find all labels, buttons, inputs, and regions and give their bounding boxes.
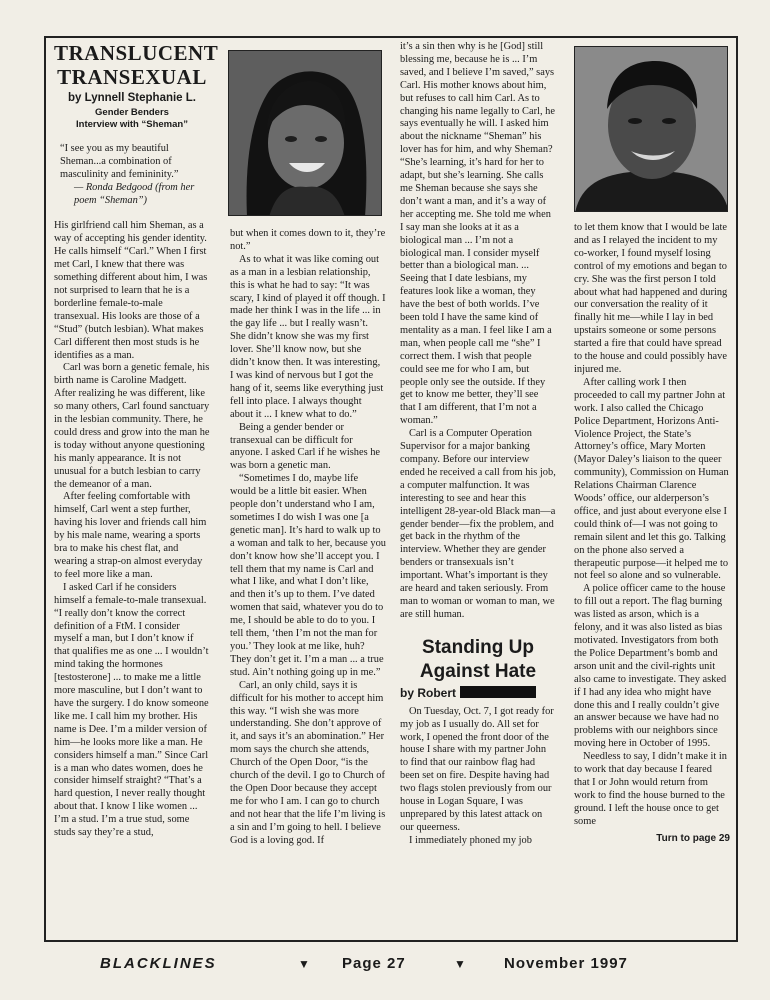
issue-date: November 1997 xyxy=(504,955,628,972)
triangle-icon: ▼ xyxy=(298,957,311,971)
publication-name: BLACKLINES xyxy=(100,955,217,972)
paragraph: but when it comes down to it, they’re not.” xyxy=(230,228,386,252)
paragraph: I asked Carl if he considers himself a female-to-male transexual. “I really don’t know the correct definition of a FtM. I consider myself a man, but I don’t know if that qualifies me as one ... I wouldn’t mind taking the hormones [testosterone] ... to make me a little more masculine, but I don’t want to have the surgery. I do know someone like me. I call him my brother. His name is Dee. I’m a milder version of him—he looks more like a man. He considers himself a man.” Since Carl is a man who dates women, does he consider himself straight? “That’s a hard question, I never really thought about that. I know I like women ... I’m a stud. I’m a true stud, some studs say they’re a stud, xyxy=(54,581,209,839)
redacted-name xyxy=(460,686,536,698)
article2-byline: by Robert xyxy=(400,686,556,700)
paragraph: “Sometimes I do, maybe life would be a little bit easier. When people don’t understand who I am, sometimes I do wish I was one [a genetic man]. It’s hard to walk up to a woman and talk to her, because you don’t know how she’ll accept you. I tell them that my name is Carl and what I like, and what I don’t like, and then it’s up to them. I’ve dated women that said, whatever you do to me, I should be able to do to you. I tell them, ‘then I’m not the man for you.’ They look at me like, huh? They don’t get it. I’m a man ... a true stud. Ain’t nothing going up in me.” xyxy=(230,473,386,678)
article2-title: Standing Up Against Hate xyxy=(419,636,537,682)
page-number: Page 27 xyxy=(342,955,406,972)
portrait-photo-interviewee xyxy=(228,50,382,216)
paragraph: As to what it was like coming out as a man in a lesbian relationship, this is what he had to say: “It was scary, I kind of played it off though. I made her think I was in the life ... in the gay life ... but I really wasn’t. She didn’t know she was my first lover. She’ll know now, but she didn’t know then. It was interesting, I was kind of nervous but I got the hang of it, seems like everything just fell into place. I always thought about it ... I knew what to do.” xyxy=(230,253,386,420)
paragraph: Being a gender bender or transexual can be difficult for anyone. I asked Carl if he wishes he was born a genetic man. xyxy=(230,421,381,472)
subtitle: Gender Benders Interview with “Sheman” xyxy=(76,106,188,130)
paragraph: it’s a sin then why is he [God] still blessing me, because he is ... I’m saved, and I believe I’m saved,” says Carl. His mother knows about him, but refuses to call him Carl. As to changing his name legally to Carl, he says eventually he will. I asked him about the nickname “Sheman” his lover has for him, and why Sheman? “She’s learning, it’s hard for her to adapt, but she’s learning. She calls me Sheman because she says she don’t want a man, and it’s a way of her accepting me. She told me when I say man she looks at it as a biological man ... I’m not a biological man. I consider myself better than a biological man. ... Seeing that I date lesbians, my features look like a woman, they have the best of both worlds. I’ve been told I have the same kind of mentality as a man. I feel like I am a man, when people call me “she” I correct them. I wish that people could see me for who I am, but people only see the outside. If they get to know me better, they’ll see that I am different, that I’m not a woman.” xyxy=(400,41,555,427)
paragraph: After feeling comfortable with himself, Carl went a step further, having his lover and friends call him by his male name, wearing a sports bra to make his chest flat, and wearing a strap-on almost everyday to feel more like a man. xyxy=(54,491,207,580)
column-3 xyxy=(400,41,556,848)
column-2 xyxy=(230,228,386,848)
column-1 xyxy=(54,41,219,840)
epigraph: “I see you as my beautiful Sheman...a combination of masculinity and femininity.” — Ronda Bedgood (from her poem “Sheman”) xyxy=(60,143,210,208)
paragraph: Carl is a Computer Operation Supervisor for a major banking company. Before our interview ended he received a call from his job, a computer malfunction. It was interesting to see and hear this intelligent 28-year-old Black man—a gender bender—fix the problem, and get back in the rhythm of the interview. Whether they are gender benders or transexuals isn’t important. What’s important is they are heard and taken seriously. From man to woman or woman to man, we are still human. xyxy=(400,428,556,620)
paragraph: A police officer came to the house to fill out a report. The flag burning was listed as arson, which is a felony, and it was also listed as bias motivated. Investigators from both the Police Department’s bomb and arson unit and the civil-rights unit also came to investigate. They asked if I had any idea who might have done this and I really couldn’t give an answer because we have had no problems with our neighbors since moving here in October of 1995. xyxy=(574,583,727,750)
paragraph: to let them know that I would be late and as I relayed the incident to my co-worker, I found myself losing control of my emotions and began to cry. She was the first person I told about what had happened and during our conversation the reality of it finally hit me—while I lay in bed upstairs someone or some persons started a fire that could have spread to the house and could possibly have injured me. xyxy=(574,222,728,375)
paragraph: Needless to say, I didn’t make it in to work that day because I feared that I or John would return from work to find the house burned to the ground. I left the house once to get some xyxy=(574,751,727,827)
byline: by Lynnell Stephanie L. xyxy=(67,92,196,104)
triangle-icon: ▼ xyxy=(454,957,467,971)
paragraph: Carl, an only child, says it is difficult for his mother to accept him this way. “I wish she was more understanding. She don’t approve of it, and says it’s an abomination.” Her mom says the church she attends, Church of the Open Door, “is the church of the devil. I go to Church of the Open Door because they accept me for who I am. I can go to church and not hear that the life I’m living is a sin and I’m going to hell. I believe God is a loving god. If xyxy=(230,679,386,846)
article2-col4-text xyxy=(574,222,730,829)
paragraph: On Tuesday, Oct. 7, I got ready for my job as I usually do. All set for work, I opened the front door of the house I share with my partner John to find that our rainbow flag had been set on fire. Despite having had two flags stolen previously from our house in Logan Square, I was unprepared by this latest attack on our queerness. xyxy=(400,705,554,833)
paragraph: I immediately phoned my job xyxy=(409,834,532,846)
turn-to-page: Turn to page 29 xyxy=(656,832,730,844)
portrait-woman-image xyxy=(229,51,382,216)
article1-col1-text xyxy=(54,220,210,840)
paragraph: Carl was born a genetic female, his birth name is Caroline Madgett. After realizing he was different, like so many others, Carl found sanctuary in the lesbian community. There, he could dress and grow into the man he is today without anyone questioning his manly appearance. It is not unusual for a butch lesbian to carry the demeanor of a man. xyxy=(54,362,210,490)
portrait-photo-author xyxy=(574,46,728,212)
article1-col3-text xyxy=(400,41,556,622)
article1-col2-text xyxy=(230,228,386,848)
article-title: TRANSLUCENT TRANSEXUAL xyxy=(54,41,219,89)
paragraph: His girlfriend call him Sheman, as a way of accepting his gender identity. He calls himself “Carl.” When I first met Carl, I knew that there was something different about him, I was not surprised to learn that he is a borderline female-to-male transexual. His looks are those of a “Stud” (butch lesbian). What makes Carl different then most studs is he identifies as a man. xyxy=(54,220,208,361)
portrait-man-image xyxy=(575,47,728,212)
column-4 xyxy=(574,222,730,846)
epigraph-attribution: — Ronda Bedgood (from her poem “Sheman”) xyxy=(74,181,195,206)
article2-col3-text xyxy=(400,706,556,848)
article2-header xyxy=(400,636,556,700)
paragraph: After calling work I then proceeded to call my partner John at work. I also called the Chicago Police Department, Horizons Anti-Violence Project, the State’s Attorney’s office, Mary Morten (Mayor Daley’s liaison to the queer community), Commission on Human Relations Chairman Clarence Woods’ office, our alderperson’s office, and just about everyone else I could think of—I was not going to remain silent and let this go. Talking on the phone also served a therapeutic purpose—it helped me to not feel so alone and so vulnerable. xyxy=(574,376,729,582)
page-footer xyxy=(0,955,770,977)
